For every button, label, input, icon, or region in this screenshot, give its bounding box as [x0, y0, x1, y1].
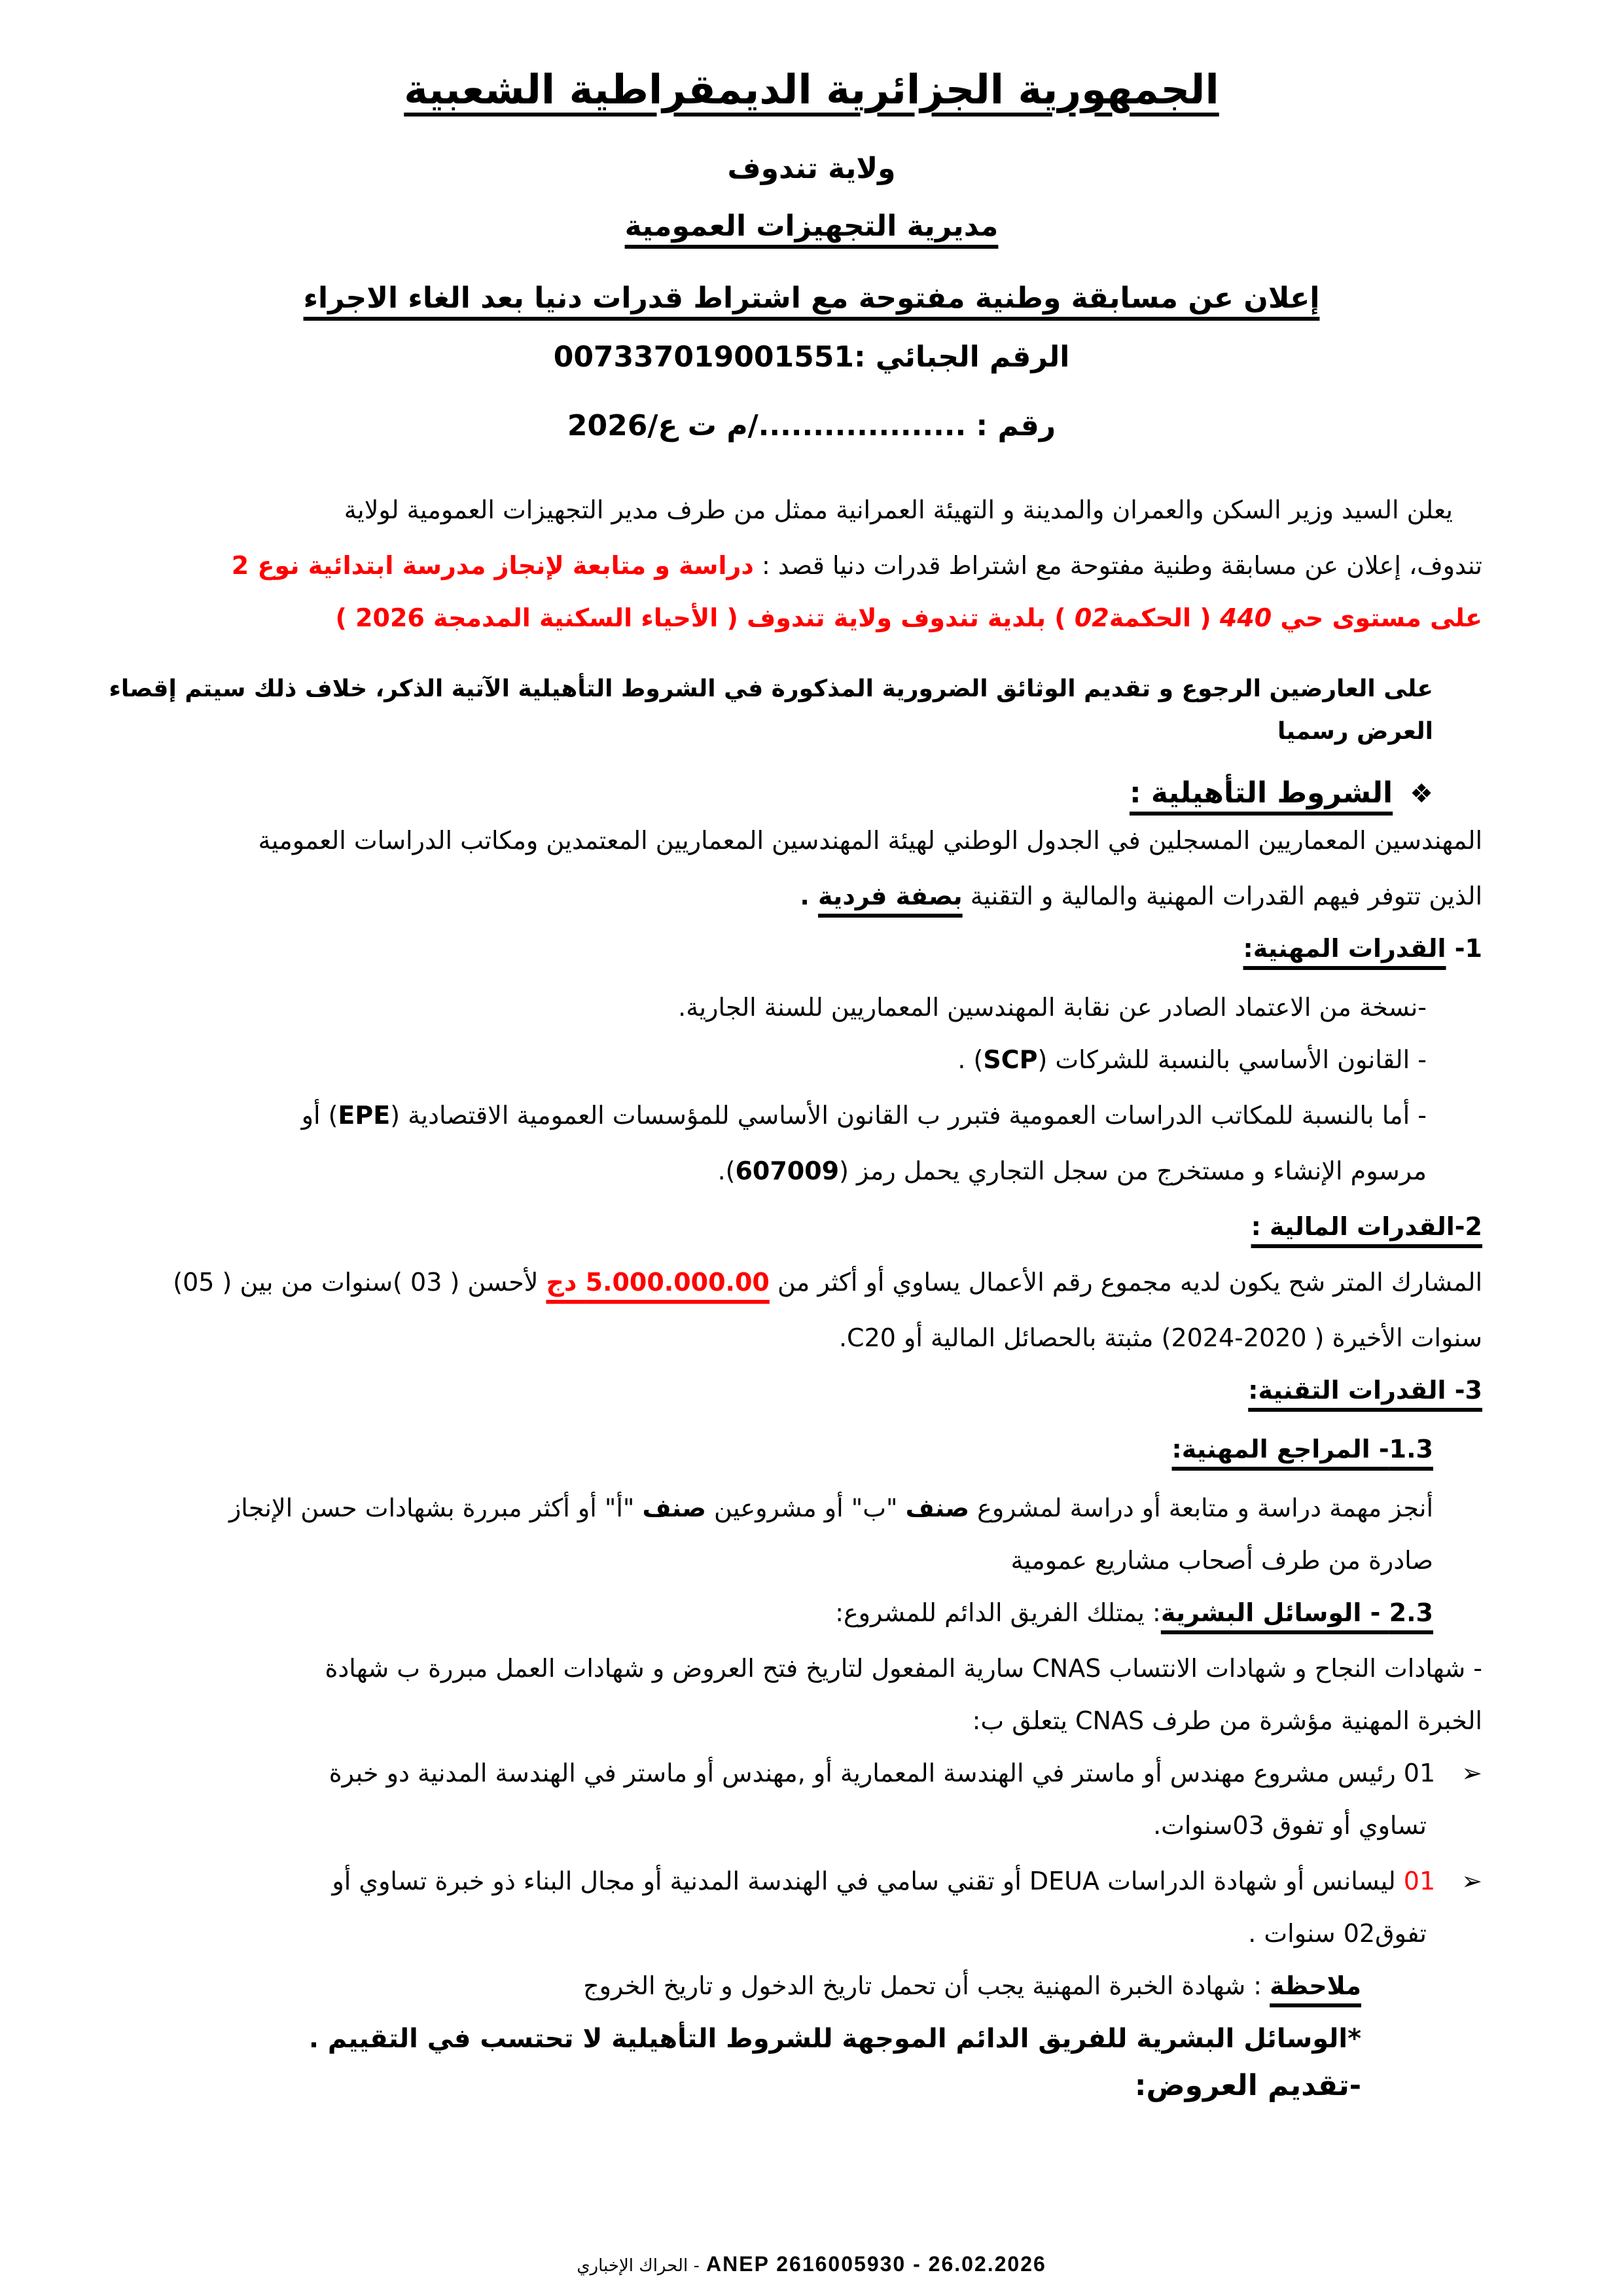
- reference-label: رقم : ...................: [758, 409, 1056, 442]
- professional-item-3-b: ) أو: [301, 1101, 338, 1130]
- financial-line-2: سنوات الأخيرة ( 2020-2024) مثبتة بالحصائل المالية أو C20.: [838, 1323, 1482, 1352]
- professional-item-2-a: - القانون الأساسي بالنسبة للشركات (: [1037, 1045, 1427, 1074]
- diamond-bullet-icon: ❖: [1410, 779, 1433, 809]
- professional-item-3-a: - أما بالنسبة للمكاتب الدراسات العمومية فتبرر ب القانون الأساسي للمؤسسات العمومية الاقتصادية (: [390, 1101, 1427, 1130]
- staff-bullet-1-text: رئيس مشروع مهندس أو ماستر في الهندسة المعمارية أو ,مهندس أو ماستر في الهندسة المدنية دو خبرة: [329, 1759, 1404, 1787]
- project-title-highlight: دراسة و متابعة لإنجاز مدرسة ابتدائية نوع 2: [231, 551, 754, 580]
- republic-title: [0, 65, 1623, 113]
- conditions-intro-line-2: [800, 884, 1482, 908]
- individual-capacity-emphasis: بصفة فردية: [818, 882, 963, 910]
- announcement-title: [0, 281, 1623, 315]
- references-line-1-c: "ب" أو مشروعين: [705, 1494, 906, 1522]
- tax-id: [0, 340, 1623, 374]
- activity-code: 607009: [735, 1157, 840, 1185]
- references-line-1-e: "أ" أو أكثر مبررة بشهادات حسن الإنجاز: [228, 1494, 643, 1522]
- staff-bullet-1-line-2: تساوي أو تفوق 03سنوات.: [1153, 1811, 1427, 1840]
- technical-heading: [1248, 1378, 1482, 1403]
- category-label-b: صنف: [905, 1494, 970, 1522]
- announcement-title-text: إعلان عن مسابقة وطنية مفتوحة مع اشتراط قدرات دنيا بعد الغاء الاجراء: [303, 281, 1320, 315]
- intro-line-3-a: على مستوى حي: [1272, 603, 1482, 632]
- staff-bullet-2-text: ليسانس أو شهادة الدراسات DEUA أو تقني سامي في الهندسة المدنية أو مجال البناء ذو خبرة تساوي أو: [332, 1867, 1404, 1895]
- professional-item-2: [957, 1047, 1427, 1072]
- reference-suffix: /م ت ع/2026: [567, 409, 758, 442]
- notice-line-1: على العارضين الرجوع و تقديم الوثائق الضرورية المذكورة في الشروط التأهيلية الآتية الذكر، خلاف ذلك سيتم إقصاء: [109, 675, 1433, 702]
- staff-bullet-1-line-1: [329, 1761, 1482, 1785]
- financial-line-1-a: المشارك المتر شح يكون لديه مجموع رقم الأعمال يساوي أو أكثر من: [769, 1268, 1482, 1297]
- references-line-1-a: أنجز مهمة دراسة و متابعة أو دراسة لمشروع: [969, 1494, 1433, 1522]
- professional-item-1: -نسخة من الاعتماد الصادر عن نقابة المهندسين المعماريين للسنة الجارية.: [678, 993, 1427, 1022]
- financial-line-1: [173, 1270, 1482, 1295]
- tax-id-value: 007337019001551: [553, 340, 854, 374]
- professional-item-3-d: ).: [717, 1157, 736, 1185]
- footer-source: - الحراك الإخباري: [577, 2256, 700, 2276]
- professional-item-3-line-1: [302, 1103, 1427, 1128]
- tax-id-label: الرقم الجبائي :: [853, 340, 1070, 374]
- human-resources-heading: [835, 1600, 1433, 1625]
- professional-item-3-c: مرسوم الإنشاء و مستخرج من سجل التجاري يحمل رمز (: [839, 1157, 1427, 1185]
- intro-line-3-c: ) بلدية تندوف ولاية تندوف ( الأحياء السكنية المدمجة 2026 ): [335, 603, 1075, 632]
- conditions-intro-line-1: المهندسين المعماريين المسجلين في الجدول الوطني لهيئة المهندسين المعماريين المعتمدين ومكاتب الدراسات العمومية: [258, 826, 1482, 855]
- professional-item-2-b: ) .: [957, 1045, 984, 1074]
- financial-heading: [1251, 1214, 1482, 1239]
- professional-heading-text: القدرات المهنية:: [1243, 934, 1446, 963]
- financial-heading-text: 2-القدرات المالية :: [1251, 1212, 1482, 1241]
- conditions-intro-2-a: الذين تتوفر فيهم القدرات المهنية والمالية و التقنية: [962, 882, 1482, 910]
- footer-anep-reference: ANEP 2616005930 - 26.02.2026: [706, 2252, 1046, 2276]
- conditions-intro-2-c: .: [800, 882, 819, 910]
- hikma-number: 02: [1074, 603, 1109, 632]
- staff-count: 01: [1403, 1759, 1436, 1787]
- references-heading-text: 1.3- المراجع المهنية:: [1171, 1435, 1433, 1463]
- intro-line-2: [232, 553, 1482, 578]
- note-label: ملاحظة: [1270, 1971, 1361, 2000]
- staff-bullet-2-line-1: [332, 1869, 1482, 1893]
- references-line-1: [229, 1496, 1433, 1520]
- intro-line-1: يعلن السيد وزير السكن والعمران والمدينة و التهيئة العمرانية ممثل من طرف مدير التجهيزات العمومية لولاية: [344, 495, 1453, 524]
- intro-line-3: [335, 605, 1482, 630]
- district-number: 440: [1219, 603, 1272, 632]
- staff-count: 01: [1403, 1867, 1436, 1895]
- professional-num: 1-: [1454, 934, 1482, 963]
- intro-line-3-b: ( الحكمة: [1109, 603, 1220, 632]
- footer: [0, 2251, 1623, 2276]
- category-label-a: صنف: [642, 1494, 706, 1522]
- conditions-heading-text: الشروط التأهيلية :: [1129, 776, 1393, 810]
- turnover-amount: 5.000.000.00 دج: [546, 1268, 770, 1297]
- human-resources-line-2: الخبرة المهنية مؤشرة من طرف CNAS يتعلق ب:: [972, 1706, 1482, 1735]
- note-text: : شهادة الخبرة المهنية يجب أن تحمل تاريخ الدخول و تاريخ الخروج: [583, 1971, 1270, 2000]
- references-line-2: صادرة من طرف أصحاب مشاريع عمومية: [1010, 1546, 1433, 1575]
- intro-line-2-text: تندوف، إعلان عن مسابقة وطنية مفتوحة مع اشتراط قدرات دنيا قصد :: [753, 551, 1482, 580]
- arrow-bullet-icon: ➢: [1461, 1867, 1482, 1895]
- notice-line-2: العرض رسميا: [1277, 718, 1433, 745]
- arrow-bullet-icon: ➢: [1461, 1759, 1482, 1787]
- note: [583, 1973, 1361, 1998]
- financial-line-1-b: لأحسن ( 03 )سنوات من بين ( 05): [173, 1268, 546, 1297]
- submission-heading: -تقديم العروض:: [1134, 2069, 1361, 2102]
- references-heading: [1172, 1437, 1433, 1462]
- professional-heading: [1243, 936, 1483, 961]
- technical-heading-text: 3- القدرات التقنية:: [1248, 1376, 1482, 1405]
- wilaya-name: ولاية تندوف: [727, 152, 896, 185]
- republic-title-text: الجمهورية الجزائرية الديمقراطية الشعبية: [404, 65, 1219, 113]
- human-resources-heading-text: 2.3 - الوسائل البشرية: [1160, 1598, 1433, 1627]
- conditions-heading: [1129, 776, 1433, 810]
- staff-bullet-2-line-2: تفوق02 سنوات .: [1248, 1919, 1427, 1948]
- directorate-text: مديرية التجهيزات العمومية: [624, 209, 999, 243]
- human-resources-heading-rest: : يمتلك الفريق الدائم للمشروع:: [835, 1598, 1161, 1627]
- directorate-title: [0, 209, 1623, 243]
- human-resources-not-evaluated: *الوسائل البشرية للفريق الدائم الموجهة للشروط التأهيلية لا تحتسب في التقييم .: [308, 2024, 1361, 2054]
- scp-code: SCP: [983, 1045, 1038, 1074]
- epe-code: EPE: [338, 1101, 391, 1130]
- reference-number: [0, 409, 1623, 442]
- professional-item-3-line-2: [718, 1158, 1427, 1183]
- human-resources-line-1: - شهادات النجاح و شهادات الانتساب CNAS سارية المفعول لتاريخ فتح العروض و شهادات العمل مبررة ب شهادة: [325, 1654, 1482, 1683]
